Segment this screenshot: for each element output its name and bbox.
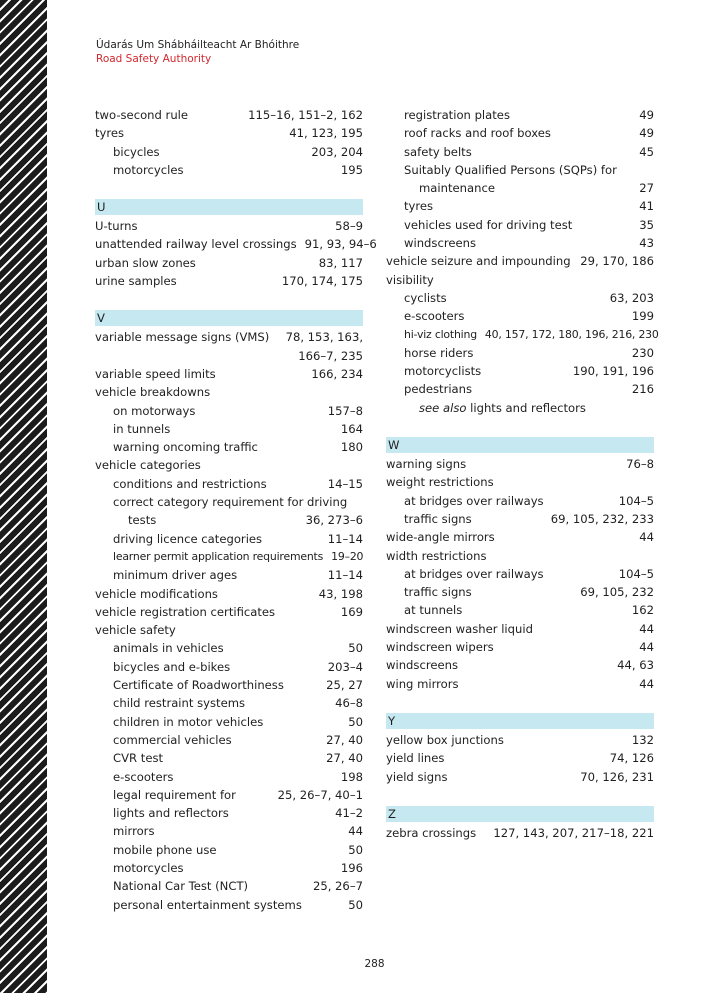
index-entry <box>95 235 377 253</box>
index-entry <box>95 106 363 124</box>
index-subentry <box>95 822 363 840</box>
index-subentry <box>386 106 654 124</box>
entry-pages: 162 <box>631 603 654 618</box>
entry-pages: 104–5 <box>618 566 654 581</box>
index-entry <box>95 456 363 474</box>
entry-term: commercial vehicles <box>113 732 232 747</box>
entry-term: at tunnels <box>404 603 463 618</box>
entry-term: conditions and restrictions <box>113 476 267 491</box>
entry-term: legal requirement for <box>113 787 236 802</box>
entry-term: mirrors <box>113 824 155 839</box>
index-entry <box>386 656 654 674</box>
entry-term: wing mirrors <box>386 676 459 691</box>
entry-pages: 19–20 <box>331 549 364 563</box>
index-subentry <box>386 216 654 234</box>
entry-pages: 29, 170, 186 <box>580 254 654 269</box>
entry-pages: 230 <box>631 345 654 360</box>
entry-term: learner permit application requirements <box>113 549 324 563</box>
index-subentry <box>386 380 654 398</box>
index-subentry <box>95 548 363 566</box>
index-subentry <box>386 197 654 215</box>
entry-term: warning signs <box>386 457 467 472</box>
entry-pages: 11–14 <box>327 568 363 583</box>
entry-pages: 41–2 <box>335 806 363 821</box>
entry-pages: 166, 234 <box>311 366 363 381</box>
entry-pages: 49 <box>639 108 654 122</box>
entry-pages: 45 <box>639 144 654 159</box>
index-subentry <box>95 143 363 161</box>
index-subentry <box>95 896 363 914</box>
entry-pages: 50 <box>348 641 363 656</box>
entry-term: urine samples <box>95 274 177 289</box>
entry-term: yield signs <box>386 769 448 784</box>
entry-term: at bridges over railways <box>404 493 544 508</box>
entry-pages: 27, 40 <box>326 732 363 747</box>
section-letter-y: Y <box>386 713 654 729</box>
index-subentry <box>386 510 654 528</box>
index-entry <box>386 620 654 638</box>
entry-pages: 49 <box>639 126 654 141</box>
entry-term: personal entertainment systems <box>113 897 302 912</box>
index-subentry <box>95 658 363 676</box>
entry-pages: 25, 27 <box>326 678 363 693</box>
entry-pages: 170, 174, 175 <box>281 274 363 289</box>
entry-term: yellow box junctions <box>386 732 504 747</box>
index-subentry <box>95 402 363 420</box>
index-entry <box>95 124 363 142</box>
entry-pages: 46–8 <box>335 696 363 711</box>
entry-term: tyres <box>95 126 125 141</box>
index-subentry <box>95 804 363 822</box>
index-subentry <box>95 859 363 877</box>
index-entry <box>386 528 654 546</box>
entry-pages: 78, 153, 163, <box>285 330 363 345</box>
index-subentry <box>95 768 363 786</box>
index-subentry <box>95 713 363 731</box>
entry-term: traffic signs <box>404 511 472 526</box>
index-entry <box>386 731 654 749</box>
index-subentry <box>95 676 363 694</box>
entry-pages: 36, 273–6 <box>305 513 363 528</box>
index-entry <box>95 217 363 235</box>
index-subentry <box>386 124 654 142</box>
index-subentry <box>386 143 654 161</box>
entry-term: horse riders <box>404 345 474 360</box>
entry-term: width restrictions <box>386 548 487 563</box>
index-entry <box>95 585 363 603</box>
index-entry <box>386 638 654 656</box>
entry-term: vehicle modifications <box>95 586 218 601</box>
entry-pages: 14–15 <box>327 476 363 491</box>
section-letter-z: Z <box>386 806 654 822</box>
entry-pages: 203, 204 <box>311 144 363 159</box>
index-entry <box>386 473 654 491</box>
index-subentry <box>95 877 363 895</box>
index-entry <box>95 365 363 383</box>
entry-term: motorcycles <box>113 162 184 177</box>
entry-pages: 50 <box>348 714 363 729</box>
entry-term: e-scooters <box>113 769 174 784</box>
index-entry <box>95 254 363 272</box>
entry-pages: 27, 40 <box>326 751 363 766</box>
entry-pages: 25, 26–7 <box>312 879 363 894</box>
entry-pages: 44 <box>639 676 654 691</box>
entry-term: mobile phone use <box>113 842 217 857</box>
index-column-right <box>386 106 659 842</box>
entry-term: roof racks and roof boxes <box>404 126 551 141</box>
entry-pages: 11–14 <box>327 531 363 546</box>
entry-pages: 198 <box>340 769 363 784</box>
index-entry-continuation <box>386 179 654 197</box>
index-entry <box>386 824 654 842</box>
entry-pages: 199 <box>631 309 654 324</box>
entry-pages: 40, 157, 172, 180, 196, 216, 230 <box>484 327 659 341</box>
index-subentry <box>95 420 363 438</box>
index-subentry <box>95 639 363 657</box>
entry-term: animals in vehicles <box>113 641 224 656</box>
index-subentry <box>386 289 654 307</box>
index-subentry <box>95 161 363 179</box>
index-entry-continuation <box>95 511 363 529</box>
index-subentry <box>386 161 654 179</box>
cross-reference-target: lights and reflectors <box>470 400 586 415</box>
index-entry <box>95 603 363 621</box>
entry-term: visibility <box>386 272 434 287</box>
entry-term: U-turns <box>95 219 138 234</box>
entry-pages: 44 <box>348 824 363 839</box>
entry-pages: 157–8 <box>327 403 363 418</box>
index-entry <box>386 749 654 767</box>
entry-pages: 44 <box>639 530 654 545</box>
entry-term: minimum driver ages <box>113 568 238 583</box>
entry-pages: 69, 105, 232 <box>580 585 654 600</box>
index-subentry <box>386 601 654 619</box>
page-header <box>96 38 299 66</box>
entry-term: at bridges over railways <box>404 566 544 581</box>
index-entry <box>386 768 654 786</box>
entry-term: traffic signs <box>404 585 472 600</box>
entry-term: motorcycles <box>113 860 184 875</box>
index-subentry <box>95 749 363 767</box>
entry-term: vehicle seizure and impounding <box>386 254 571 269</box>
entry-term: urban slow zones <box>95 255 196 270</box>
entry-term: pedestrians <box>404 382 473 397</box>
entry-term: vehicles used for driving test <box>404 217 573 232</box>
entry-term: windscreens <box>404 236 476 251</box>
index-subentry <box>386 565 654 583</box>
cross-reference-text <box>419 399 586 417</box>
entry-pages: 180 <box>340 440 363 455</box>
index-entry <box>95 328 363 346</box>
entry-term: variable speed limits <box>95 366 216 381</box>
entry-pages: 190, 191, 196 <box>572 364 654 379</box>
entry-pages: 25, 26–7, 40–1 <box>277 787 363 802</box>
index-subentry <box>386 234 654 252</box>
decorative-side-stripe <box>0 0 47 993</box>
entry-pages: 63, 203 <box>609 290 654 305</box>
index-entry <box>386 675 654 693</box>
entry-pages: 44 <box>639 621 654 636</box>
entry-pages: 43, 198 <box>318 586 363 601</box>
entry-pages: 58–9 <box>335 219 363 234</box>
page-number: 288 <box>364 958 385 970</box>
entry-pages: 74, 126 <box>609 751 654 766</box>
section-letter-v: V <box>95 310 363 326</box>
entry-pages: 115–16, 151–2, 162 <box>248 108 363 122</box>
entry-pages: 76–8 <box>626 457 654 472</box>
entry-pages: 44 <box>639 640 654 655</box>
entry-term: National Car Test (NCT) <box>113 879 249 894</box>
index-entry <box>95 272 363 290</box>
entry-term: weight restrictions <box>386 475 494 490</box>
index-subentry <box>386 492 654 510</box>
cross-reference <box>386 399 654 417</box>
entry-pages: 70, 126, 231 <box>580 769 654 784</box>
section-letter-w: W <box>386 437 654 453</box>
entry-term: e-scooters <box>404 309 465 324</box>
index-subentry <box>386 344 654 362</box>
header-english-title: Road Safety Authority <box>96 53 212 65</box>
entry-term: wide-angle mirrors <box>386 530 495 545</box>
section-letter-u: U <box>95 199 363 215</box>
index-subentry <box>95 438 363 456</box>
index-entry <box>386 271 654 289</box>
entry-term: bicycles <box>113 144 160 159</box>
entry-pages: 35 <box>639 217 654 232</box>
entry-term-continued: tests <box>128 513 157 528</box>
index-subentry <box>95 694 363 712</box>
see-also-label: see also <box>419 400 467 415</box>
index-subentry <box>95 786 363 804</box>
index-entry <box>386 547 654 565</box>
entry-pages: 195 <box>340 162 363 177</box>
index-entry <box>386 252 654 270</box>
entry-term: CVR test <box>113 751 164 766</box>
index-column-left <box>95 106 377 914</box>
entry-term-continued: maintenance <box>419 181 495 196</box>
entry-term: driving licence categories <box>113 531 263 546</box>
index-subentry <box>386 326 659 344</box>
index-subentry <box>95 530 363 548</box>
entry-term: two-second rule <box>95 108 189 122</box>
entry-pages: 169 <box>340 604 363 619</box>
index-entry <box>386 455 654 473</box>
entry-pages: 216 <box>631 382 654 397</box>
entry-pages: 104–5 <box>618 493 654 508</box>
entry-term: children in motor vehicles <box>113 714 264 729</box>
entry-term: vehicle categories <box>95 458 201 473</box>
entry-term: hi-viz clothing <box>404 327 477 341</box>
entry-pages: 127, 143, 207, 217–18, 221 <box>493 825 654 840</box>
entry-term: zebra crossings <box>386 825 477 840</box>
entry-pages: 91, 93, 94–6 <box>304 237 377 252</box>
entry-term: windscreen washer liquid <box>386 621 533 636</box>
entry-pages: 132 <box>631 732 654 747</box>
entry-pages: 203–4 <box>327 659 363 674</box>
index-entry <box>95 621 363 639</box>
entry-pages: 69, 105, 232, 233 <box>550 511 654 526</box>
entry-term: in tunnels <box>113 421 171 436</box>
entry-pages: 50 <box>348 842 363 857</box>
entry-term: vehicle safety <box>95 623 176 638</box>
index-entry <box>95 383 363 401</box>
index-subentry <box>386 362 654 380</box>
entry-term: windscreen wipers <box>386 640 494 655</box>
entry-term: motorcyclists <box>404 364 482 379</box>
index-subentry <box>95 566 363 584</box>
index-subentry <box>95 731 363 749</box>
entry-term: unattended railway level crossings <box>95 237 297 252</box>
entry-term: correct category requirement for driving <box>113 495 348 510</box>
entry-term: cyclists <box>404 290 447 305</box>
entry-term: on motorways <box>113 403 196 418</box>
entry-term: Suitably Qualified Persons (SQPs) for <box>404 162 617 177</box>
entry-term: Certificate of Roadworthiness <box>113 678 284 693</box>
entry-pages: 41, 123, 195 <box>289 126 363 141</box>
entry-pages: 164 <box>340 421 363 436</box>
entry-term: tyres <box>404 199 434 214</box>
entry-pages: 50 <box>348 897 363 912</box>
entry-term: vehicle registration certificates <box>95 604 276 619</box>
entry-term: windscreens <box>386 658 458 673</box>
entry-term: yield lines <box>386 751 445 766</box>
index-subentry <box>95 841 363 859</box>
index-subentry <box>95 493 363 511</box>
entry-term: child restraint systems <box>113 696 246 711</box>
entry-term: safety belts <box>404 144 472 159</box>
entry-pages: 83, 117 <box>318 255 363 270</box>
entry-pages: 43 <box>639 236 654 251</box>
entry-term: registration plates <box>404 108 510 122</box>
index-subentry <box>95 475 363 493</box>
entry-term: warning oncoming traffic <box>113 440 258 455</box>
index-subentry <box>386 583 654 601</box>
index-subentry <box>386 307 654 325</box>
entry-pages-continued: 166–7, 235 <box>298 348 363 363</box>
header-irish-title: Údarás Um Shábháilteacht Ar Bhóithre <box>96 39 300 51</box>
entry-pages: 27 <box>639 181 654 196</box>
entry-pages: 196 <box>340 860 363 875</box>
index-entry-continuation <box>95 347 363 365</box>
entry-term: lights and reflectors <box>113 806 229 821</box>
entry-pages: 44, 63 <box>617 658 654 673</box>
entry-term: bicycles and e-bikes <box>113 659 231 674</box>
entry-term: variable message signs (VMS) <box>95 330 270 345</box>
entry-term: vehicle breakdowns <box>95 385 211 400</box>
entry-pages: 41 <box>639 199 654 214</box>
